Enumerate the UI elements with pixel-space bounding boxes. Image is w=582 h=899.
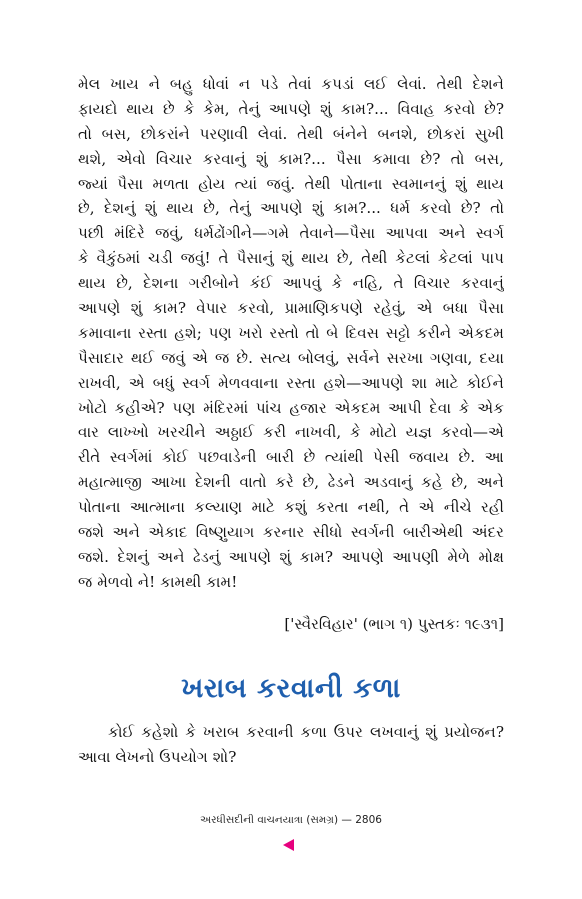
text-line: રીતે સ્વર્ગમાં કોઈ પછવાડેની બારી છે ત્યાંથી પેસી જવાય છે. આ <box>78 448 504 467</box>
text-line: છે, દેશનું શું થાય છે, તેનું આપણે શું કામ?... ધર્મ કરવો છે? તો <box>78 199 504 218</box>
text-line: કમાવાના રસ્તા હશે; પણ ખરો રસ્તો તો બે દિવસ સટ્ટો કરીને એકદમ <box>78 323 504 342</box>
text-line: જશે. દેશનું અને ઢેડનું આપણે શું કામ? આપણે આપણી મેળે મોક્ષ <box>78 547 504 566</box>
text-line: મહાત્માજી આખા દેશની વાતો કરે છે, ઢેડને અડવાનું કહે છે, અને <box>78 473 504 492</box>
text-line: તો બસ, છોકરાંને પરણાવી લેવાં. તેથી બંનેને બનશે, છોકરાં સુખી <box>78 124 504 143</box>
previous-page-arrow-icon[interactable] <box>283 839 294 851</box>
text-line: ફાયદો થાય છે કે કેમ, તેનું આપણે શું કામ?... વિવાહ કરવો છે? <box>78 99 504 118</box>
body-paragraph <box>78 72 504 595</box>
text-line: મેલ ખાય ને બહુ ધોવાં ન પડે તેવાં કપડાં લઈ લેવાં. તેથી દેશને <box>78 75 504 93</box>
text-line: જ મેળવો ને! કામથી કામ! <box>78 572 238 591</box>
section-title: ખરાબ કરવાની કળા <box>181 673 401 704</box>
text-line: આપણે શું કામ? વેપાર કરવો, પ્રામાણિકપણે રહેવું, એ બધા પૈસા <box>78 299 504 318</box>
intro-paragraph <box>78 720 504 770</box>
text-line: વાર લાખ્ખો ખરચીને અઠ્ઠાઈ કરી નાખવી, કે મોટો યજ્ઞ કરવો—એ <box>78 423 504 442</box>
text-line: થાય છે, દેશના ગરીબોને કંઈ આપવું કે નહિ, તે વિચાર કરવાનું <box>78 274 504 293</box>
source-citation: ['સ્વૈરવિહાર' (ભાગ ૧) પુસ્તકઃ ૧૯૩૧] <box>284 615 504 633</box>
text-line: આવા લેખનો ઉપયોગ શો? <box>78 748 237 766</box>
text-line: કે વૈકુંઠમાં ચડી જવું! તે પૈસાનું શું થાય છે, તેથી કેટલાં કેટલાં પાપ <box>78 249 504 268</box>
text-line: પોતાના આત્માના કલ્યાણ માટે કશું કરતા નથી, તે એ નીચે રહી <box>78 498 504 517</box>
text-line: થશે, એવો વિચાર કરવાનું શું કામ?... પૈસા કમાવા છે? તો બસ, <box>78 149 504 168</box>
text-line: પછી મંદિરે જવું, ધર્મઢોંગીને—ગમે તેવાને—પૈસા આપવા અને સ્વર્ગ <box>78 224 504 243</box>
text-line: પૈસાદાર થઈ જવું એ જ છે. સત્ય બોલવું, સર્વને સરખા ગણવા, દયા <box>78 348 504 367</box>
text-line: કોઈ કહેશો કે ખરાબ કરવાની કળા ઉપર લખવાનું શું પ્રયોજન? <box>108 723 504 741</box>
text-line: રાખવી, એ બધું સ્વર્ગ મેળવવાના રસ્તા હશે—આપણે શા માટે કોઈને <box>78 373 504 392</box>
text-line: જ્યાં પૈસા મળતા હોય ત્યાં જવું. તેથી પોતાના સ્વમાનનું શું થાય <box>78 174 504 193</box>
text-line: જશે અને એકાદ વિષ્ણુયાગ કરનાર સીધો સ્વર્ગની બારીએથી અંદર <box>78 523 504 542</box>
text-line: ખોટો કહીએ? પણ મંદિરમાં પાંચ હજાર એકદમ આપી દેવા કે એક <box>78 398 504 417</box>
page-footer: અરધીસદીની વાચનયાત્રા (સમગ્ર) — 2806 <box>200 814 382 826</box>
